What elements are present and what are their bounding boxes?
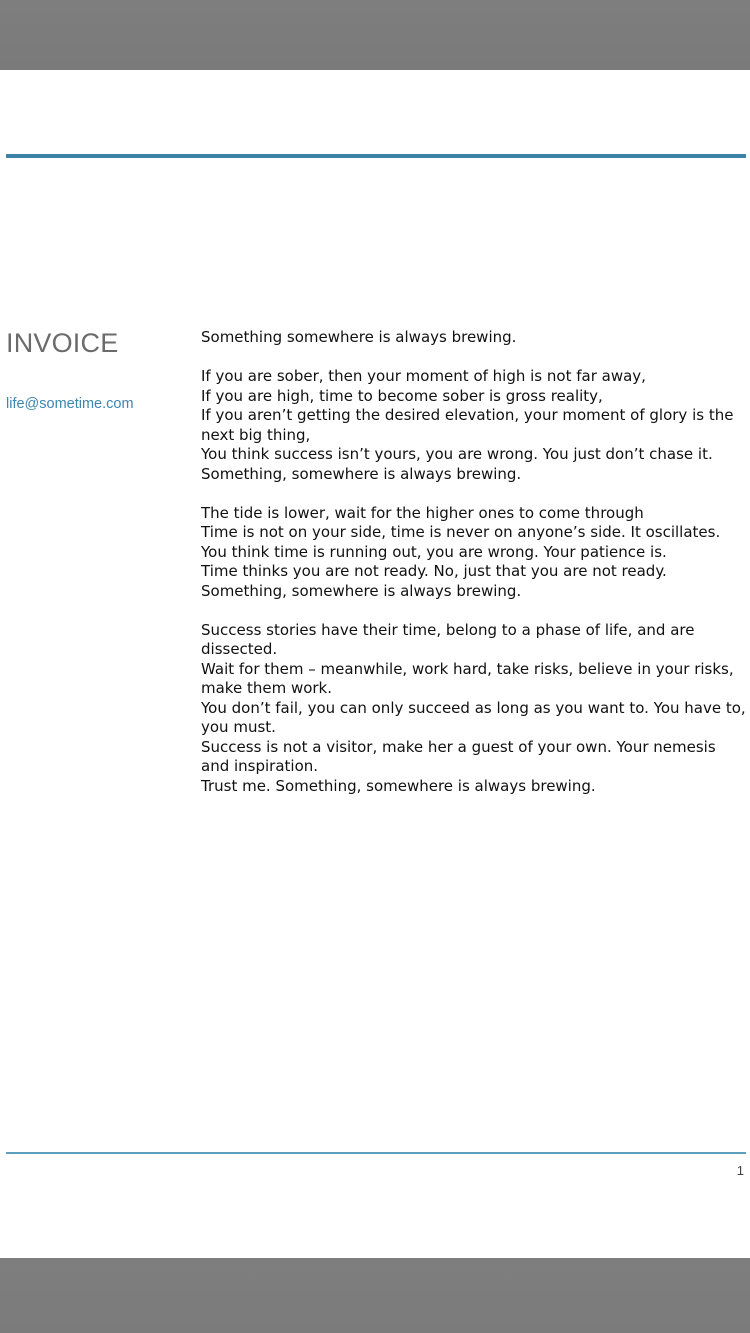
text-line: Something somewhere is always brewing. [201, 328, 517, 346]
page-title: INVOICE [6, 328, 119, 358]
document-page [0, 70, 750, 1258]
viewer-bottom-bar [0, 1258, 750, 1333]
text-line: Trust me. Something, somewhere is always brewing. [201, 776, 596, 795]
text-line: Something, somewhere is always brewing. [201, 581, 522, 600]
viewer-top-bar [0, 0, 750, 70]
text-line: Wait for them – meanwhile, work hard, take risks, believe in your risks, make them work. [201, 659, 734, 697]
text-line: Something, somewhere is always brewing. [201, 464, 522, 483]
text-line: You think time is running out, you are wrong. Your patience is. [201, 542, 667, 561]
body-text [201, 328, 746, 796]
email-link[interactable]: life@sometime.com [6, 396, 134, 412]
text-line: If you are sober, then your moment of high is not far away, [201, 367, 646, 385]
stanza-4 [201, 621, 746, 797]
text-line: You don’t fail, you can only succeed as long as you want to. You have to, you must. [201, 698, 746, 736]
text-line: If you are high, time to become sober is gross reality, [201, 386, 603, 405]
text-line: You think success isn’t yours, you are wrong. You just don’t chase it. [201, 445, 713, 463]
footer-rule [6, 1152, 746, 1154]
text-line: If you aren’t getting the desired elevation, your moment of glory is the next big thing, [201, 406, 734, 444]
header-rule [6, 154, 746, 158]
text-line: Success is not a visitor, make her a guest of your own. Your nemesis and inspiration. [201, 737, 716, 775]
text-line: Success stories have their time, belong to a phase of life, and are dissected. [201, 620, 695, 658]
stanza-2 [201, 367, 746, 484]
stanza-1 [201, 328, 746, 348]
text-line: The tide is lower, wait for the higher ones to come through [201, 503, 644, 522]
stanza-3 [201, 504, 746, 602]
page-number: 1 [736, 1163, 744, 1178]
text-line: Time is not on your side, time is never on anyone’s side. It oscillates. [201, 523, 721, 541]
text-line: Time thinks you are not ready. No, just that you are not ready. [201, 562, 667, 580]
